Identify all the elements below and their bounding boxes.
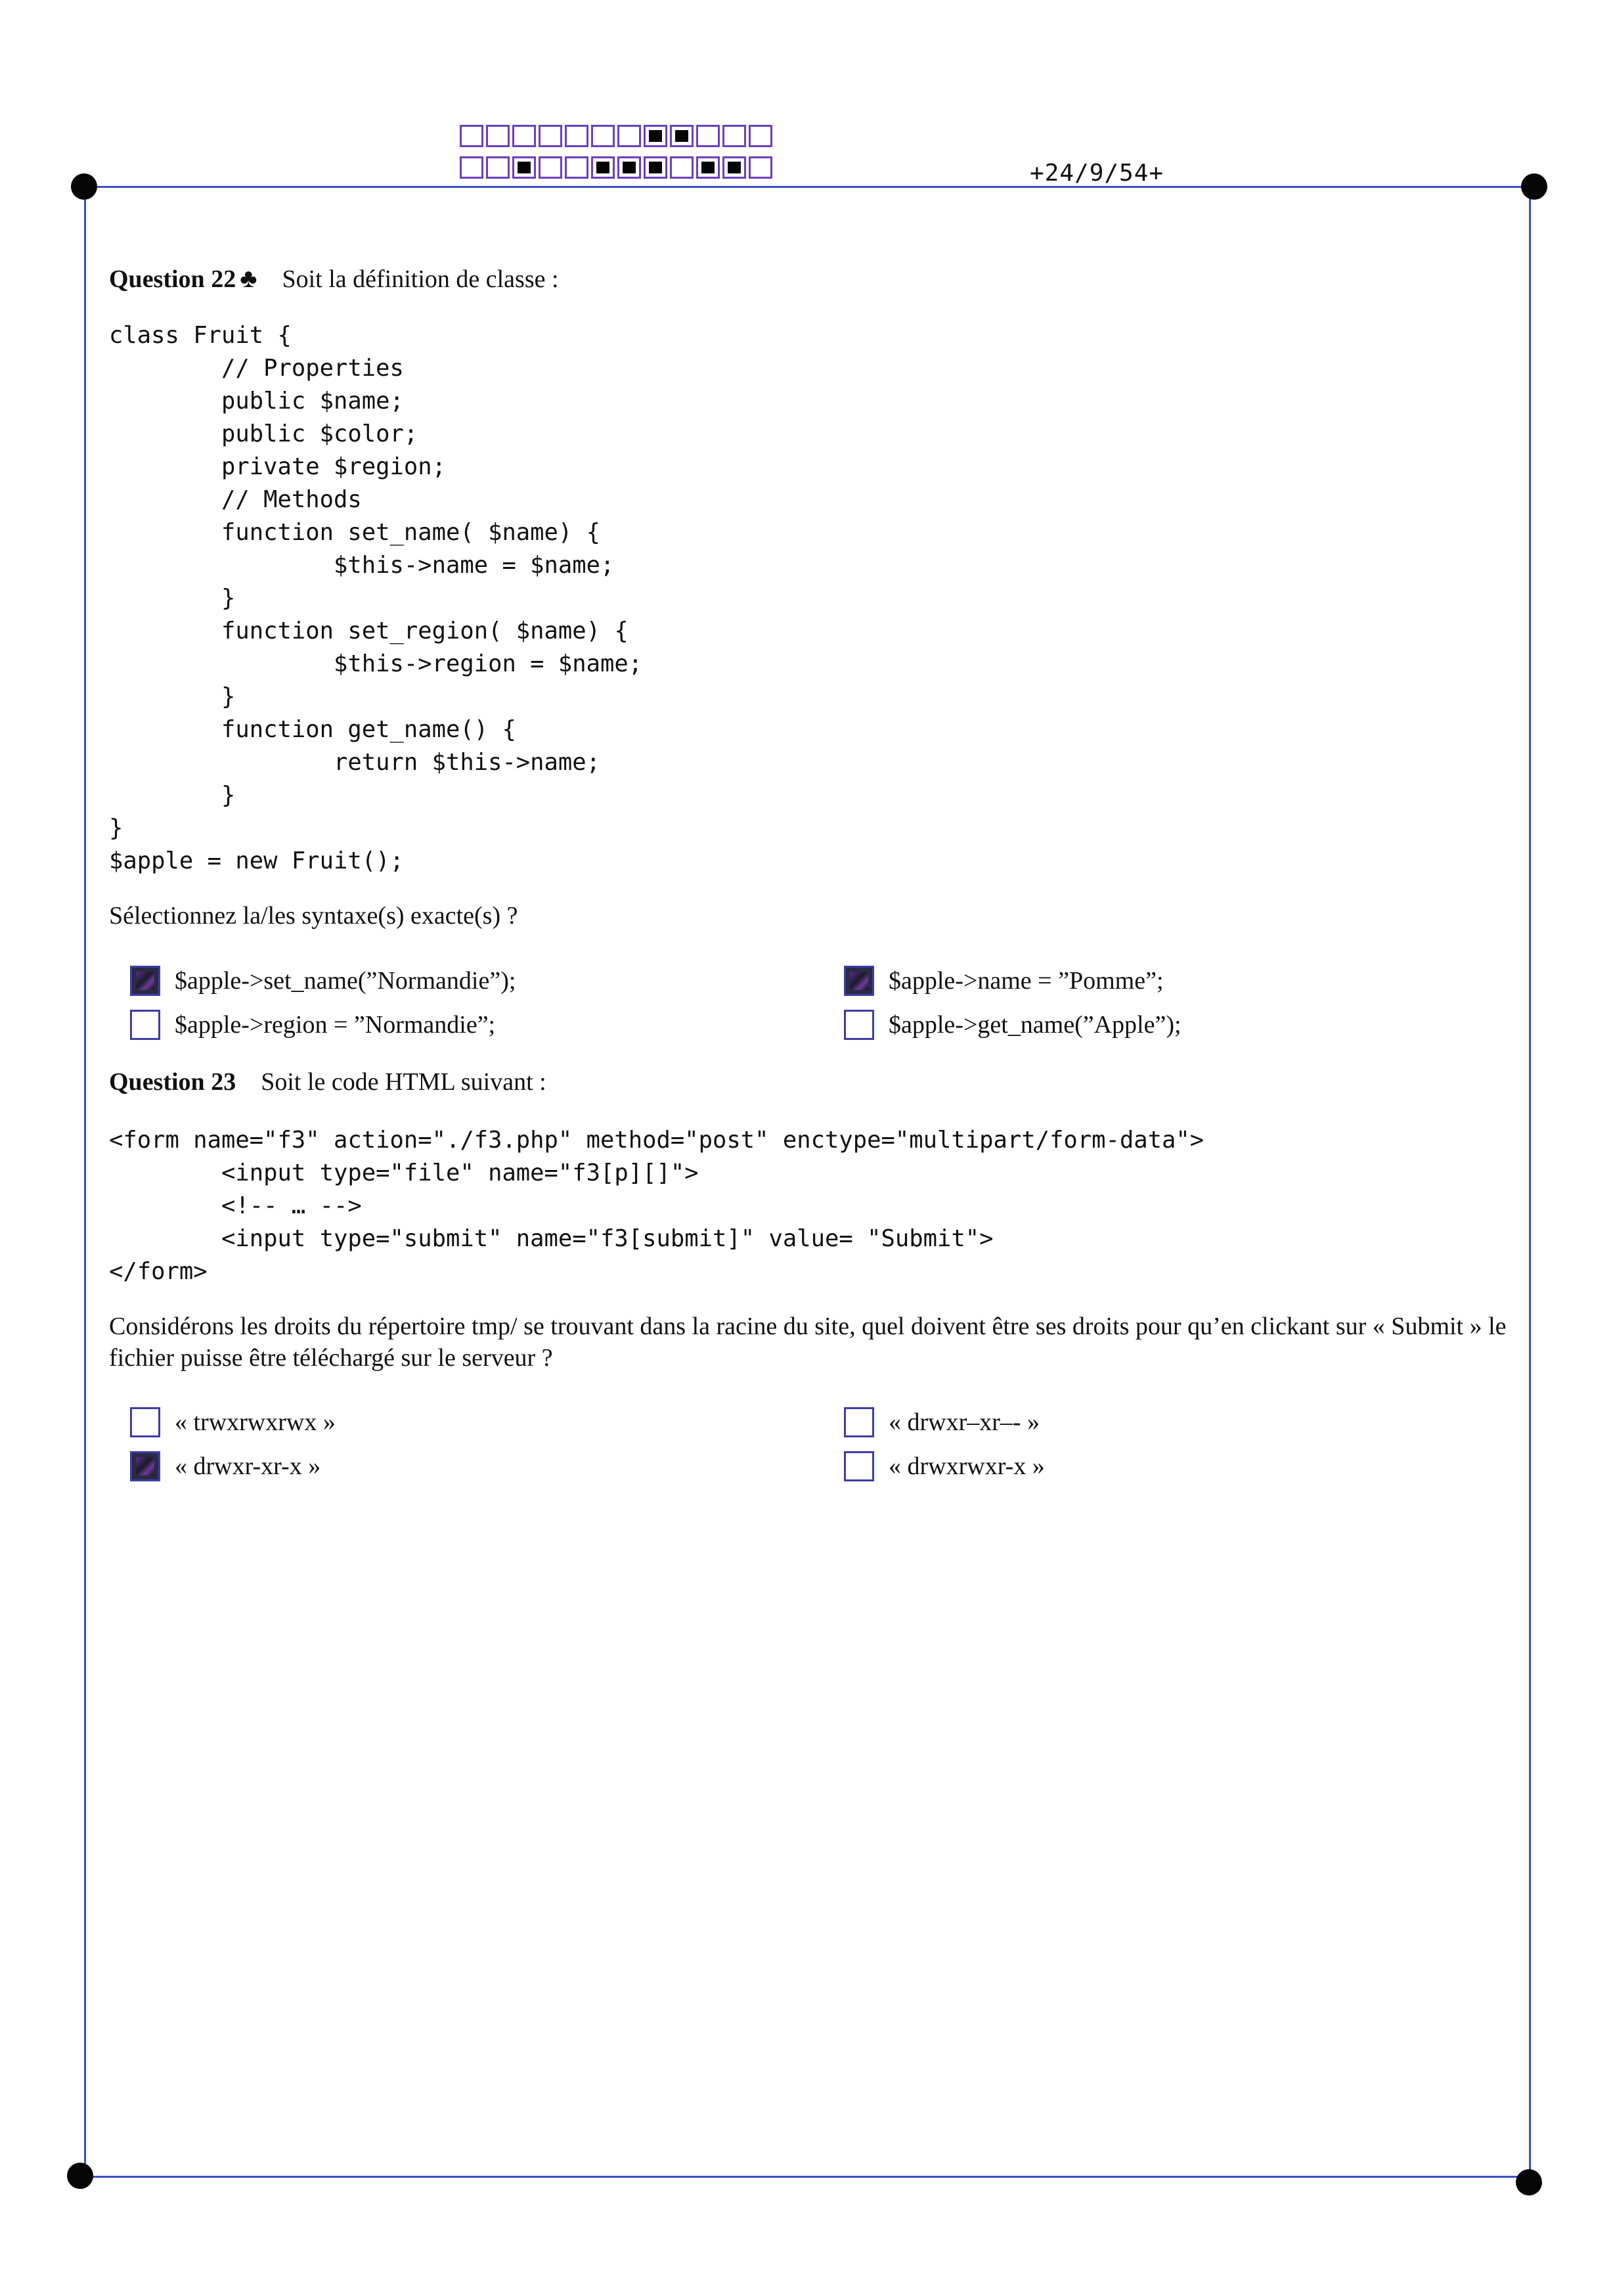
question-22-prompt: Sélectionnez la/les syntaxe(s) exacte(s) ? bbox=[109, 902, 518, 930]
id-code-cell bbox=[486, 125, 510, 147]
question-22-label: Question 22 bbox=[109, 265, 236, 293]
q23-choice-drwxr-xr--[interactable] bbox=[844, 1407, 1040, 1437]
frame-left-line bbox=[84, 186, 86, 2176]
id-code-cell-filled bbox=[644, 125, 667, 147]
checkbox-checked[interactable] bbox=[130, 966, 160, 996]
q23-choice-drwxrwxr-x[interactable] bbox=[844, 1451, 1045, 1481]
choice-label: $apple->name = ”Pomme”; bbox=[889, 967, 1164, 995]
choice-label: $apple->region = ”Normandie”; bbox=[175, 1011, 496, 1039]
question-23-label: Question 23 bbox=[109, 1068, 236, 1096]
id-code-cell bbox=[749, 125, 772, 147]
id-code-cell bbox=[539, 156, 562, 179]
choice-label: $apple->set_name(”Normandie”); bbox=[175, 967, 516, 995]
frame-right-line bbox=[1529, 186, 1531, 2183]
question-23-intro: Soit le code HTML suivant : bbox=[261, 1068, 546, 1096]
question-22-intro: Soit la définition de classe : bbox=[282, 265, 559, 293]
id-code-cell-filled bbox=[722, 156, 746, 179]
id-code-cell bbox=[696, 125, 720, 147]
id-code-cell bbox=[539, 125, 562, 147]
choice-label: « trwxrwxrwx » bbox=[175, 1408, 336, 1436]
question-23-heading bbox=[109, 1068, 546, 1096]
id-code-row bbox=[460, 156, 775, 179]
checkbox[interactable] bbox=[844, 1010, 874, 1040]
id-code-cell bbox=[460, 125, 483, 147]
choice-label: $apple->get_name(”Apple”); bbox=[889, 1011, 1182, 1039]
club-icon: ♣ bbox=[240, 263, 257, 293]
id-code-cell-filled bbox=[512, 156, 536, 179]
checkbox[interactable] bbox=[130, 1010, 160, 1040]
frame-top-line bbox=[85, 186, 1537, 188]
checkbox-checked[interactable] bbox=[130, 1451, 160, 1481]
q22-choice-get-name[interactable] bbox=[844, 1010, 1182, 1040]
id-code-cell-filled bbox=[696, 156, 720, 179]
id-code-cell-filled bbox=[644, 156, 667, 179]
question-22-code: class Fruit { // Properties public $name; public $color; private $region; // Methods function set_name( $name) { $this->name = $name; } function set_region( $name) { $this->region = $name; } function get_name() { return $this->name; } } $apple = new Fruit(); bbox=[109, 322, 643, 874]
choice-label: « drwxr-xr-x » bbox=[175, 1452, 321, 1480]
corner-mark-bottom-right bbox=[1516, 2169, 1542, 2195]
question-23-code: <form name="f3" action="./f3.php" method="post" enctype="multipart/form-data"> <input type="file" name="f3[p][]"> <!-- … --> <input type="submit" name="f3[submit]" value= "Submit"> </form> bbox=[109, 1127, 1204, 1285]
id-code-cell-filled bbox=[617, 156, 641, 179]
id-code-row bbox=[460, 125, 775, 147]
q22-choice-region-property[interactable] bbox=[130, 1010, 495, 1040]
id-code-cell bbox=[565, 125, 588, 147]
frame-bottom-line bbox=[85, 2176, 1530, 2178]
id-code-cell-filled bbox=[670, 125, 694, 147]
q22-choice-set-name[interactable] bbox=[130, 966, 516, 996]
question-22-heading bbox=[109, 263, 559, 294]
id-code-cell bbox=[670, 156, 694, 179]
corner-mark-top-left bbox=[71, 173, 97, 200]
checkbox-checked[interactable] bbox=[844, 966, 874, 996]
q23-choice-drwxr-xr-x[interactable] bbox=[130, 1451, 320, 1481]
id-code-cell bbox=[486, 156, 510, 179]
checkbox[interactable] bbox=[844, 1407, 874, 1437]
question-23-prompt: Considérons les droits du répertoire tmp/ se trouvant dans la racine du site, quel doivent être ses droits pour qu’en clickant sur « Submit » le fichier puisse être téléchargé sur le serveur ? bbox=[109, 1313, 1507, 1372]
page-number: +24/9/54+ bbox=[1030, 160, 1164, 187]
id-code-cell bbox=[722, 125, 746, 147]
id-code-cell bbox=[749, 156, 772, 179]
q22-choice-name-property[interactable] bbox=[844, 966, 1164, 996]
choice-label: « drwxrwxr-x » bbox=[889, 1452, 1045, 1480]
id-code-cell bbox=[591, 125, 615, 147]
id-code-cell-filled bbox=[591, 156, 615, 179]
id-code-cell bbox=[617, 125, 641, 147]
corner-mark-bottom-left bbox=[67, 2163, 93, 2189]
q23-choice-trwxrwxrwx[interactable] bbox=[130, 1407, 336, 1437]
id-code-cell bbox=[460, 156, 483, 179]
id-code-cell bbox=[565, 156, 588, 179]
corner-mark-top-right bbox=[1521, 173, 1547, 200]
choice-label: « drwxr–xr–- » bbox=[889, 1408, 1040, 1436]
checkbox[interactable] bbox=[844, 1451, 874, 1481]
id-code-cell bbox=[512, 125, 536, 147]
checkbox[interactable] bbox=[130, 1407, 160, 1437]
